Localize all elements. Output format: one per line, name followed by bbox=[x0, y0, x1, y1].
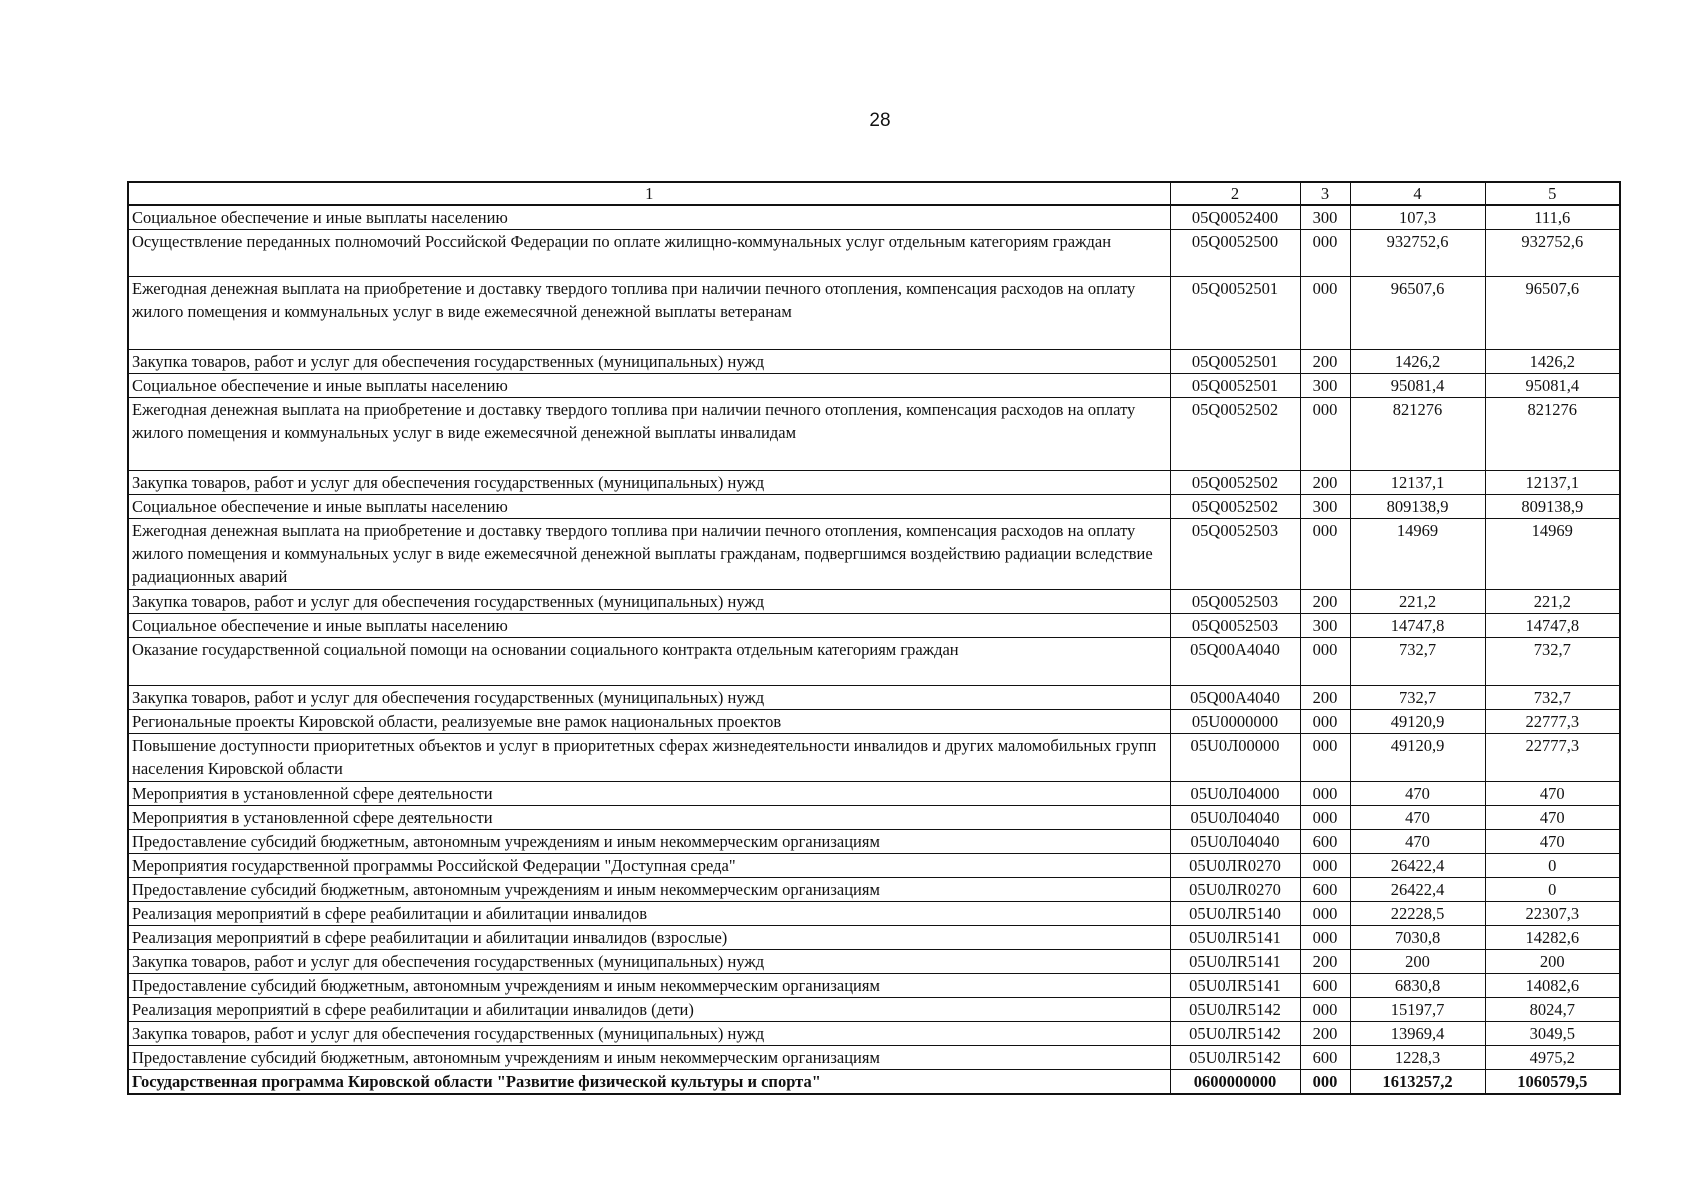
row-expense-type: 000 bbox=[1300, 277, 1350, 350]
row-value-col4: 732,7 bbox=[1350, 638, 1485, 686]
table-row bbox=[128, 205, 1620, 230]
row-value-col4: 14747,8 bbox=[1350, 614, 1485, 638]
row-name: Ежегодная денежная выплата на приобретение и доставку твердого топлива при наличии печного отопления, компенсация расходов на оплату жилого помещения и коммунальных услуг в виде ежемесячной денежной выплаты гражданам, подвергшимся воздействию радиации вследствие радиационных аварий bbox=[128, 519, 1170, 590]
table-row bbox=[128, 398, 1620, 471]
row-name: Реализация мероприятий в сфере реабилитации и абилитации инвалидов bbox=[128, 902, 1170, 926]
row-value-col5: 470 bbox=[1485, 830, 1620, 854]
row-expense-type: 000 bbox=[1300, 710, 1350, 734]
table-header bbox=[128, 182, 1620, 205]
row-value-col4: 12137,1 bbox=[1350, 471, 1485, 495]
row-code: 05U0ЛR5141 bbox=[1170, 950, 1300, 974]
row-value-col4: 221,2 bbox=[1350, 590, 1485, 614]
row-code: 05U0ЛR5142 bbox=[1170, 998, 1300, 1022]
row-value-col4: 49120,9 bbox=[1350, 710, 1485, 734]
table-row bbox=[128, 230, 1620, 277]
row-value-col5: 0 bbox=[1485, 854, 1620, 878]
table-row bbox=[128, 686, 1620, 710]
row-name: Повышение доступности приоритетных объектов и услуг в приоритетных сферах жизнедеятельности инвалидов и других маломобильных групп населения Кировской области bbox=[128, 734, 1170, 782]
row-value-col4: 49120,9 bbox=[1350, 734, 1485, 782]
row-expense-type: 000 bbox=[1300, 806, 1350, 830]
row-name: Реализация мероприятий в сфере реабилитации и абилитации инвалидов (взрослые) bbox=[128, 926, 1170, 950]
table-row bbox=[128, 638, 1620, 686]
row-value-col5: 8024,7 bbox=[1485, 998, 1620, 1022]
row-expense-type: 200 bbox=[1300, 350, 1350, 374]
row-value-col4: 26422,4 bbox=[1350, 854, 1485, 878]
row-value-col4: 26422,4 bbox=[1350, 878, 1485, 902]
row-value-col5: 732,7 bbox=[1485, 638, 1620, 686]
row-value-col4: 932752,6 bbox=[1350, 230, 1485, 277]
table-row bbox=[128, 806, 1620, 830]
row-value-col4: 1228,3 bbox=[1350, 1046, 1485, 1070]
row-value-col4: 470 bbox=[1350, 830, 1485, 854]
table-row bbox=[128, 902, 1620, 926]
row-value-col5: 4975,2 bbox=[1485, 1046, 1620, 1070]
row-name: Закупка товаров, работ и услуг для обеспечения государственных (муниципальных) нужд bbox=[128, 350, 1170, 374]
table-row bbox=[128, 974, 1620, 998]
row-expense-type: 000 bbox=[1300, 782, 1350, 806]
row-name: Социальное обеспечение и иные выплаты населению bbox=[128, 495, 1170, 519]
row-code: 05Q0052400 bbox=[1170, 205, 1300, 230]
row-value-col4: 15197,7 bbox=[1350, 998, 1485, 1022]
row-name: Предоставление субсидий бюджетным, автономным учреждениям и иным некоммерческим организациям bbox=[128, 878, 1170, 902]
row-code: 05U0000000 bbox=[1170, 710, 1300, 734]
table-row bbox=[128, 830, 1620, 854]
row-name: Социальное обеспечение и иные выплаты населению bbox=[128, 205, 1170, 230]
row-value-col5: 14082,6 bbox=[1485, 974, 1620, 998]
row-expense-type: 000 bbox=[1300, 519, 1350, 590]
row-code: 05U0Л04040 bbox=[1170, 830, 1300, 854]
row-code: 05Q00A4040 bbox=[1170, 638, 1300, 686]
row-name: Закупка товаров, работ и услуг для обеспечения государственных (муниципальных) нужд bbox=[128, 590, 1170, 614]
table-row bbox=[128, 950, 1620, 974]
row-code: 05Q0052503 bbox=[1170, 519, 1300, 590]
budget-table bbox=[127, 181, 1621, 1095]
table-row bbox=[128, 471, 1620, 495]
row-expense-type: 000 bbox=[1300, 998, 1350, 1022]
row-name: Закупка товаров, работ и услуг для обеспечения государственных (муниципальных) нужд bbox=[128, 1022, 1170, 1046]
row-value-col5: 1426,2 bbox=[1485, 350, 1620, 374]
row-value-col5: 14282,6 bbox=[1485, 926, 1620, 950]
row-expense-type: 200 bbox=[1300, 950, 1350, 974]
header-col-5: 5 bbox=[1485, 182, 1620, 205]
row-value-col5: 22307,3 bbox=[1485, 902, 1620, 926]
row-name: Государственная программа Кировской области "Развитие физической культуры и спорта" bbox=[128, 1070, 1170, 1095]
header-row bbox=[128, 182, 1620, 205]
row-value-col4: 7030,8 bbox=[1350, 926, 1485, 950]
row-value-col4: 821276 bbox=[1350, 398, 1485, 471]
row-expense-type: 000 bbox=[1300, 734, 1350, 782]
table-row bbox=[128, 519, 1620, 590]
row-value-col4: 470 bbox=[1350, 806, 1485, 830]
row-value-col5: 221,2 bbox=[1485, 590, 1620, 614]
row-code: 05Q00A4040 bbox=[1170, 686, 1300, 710]
row-name: Мероприятия в установленной сфере деятельности bbox=[128, 782, 1170, 806]
table-row bbox=[128, 998, 1620, 1022]
row-name: Осуществление переданных полномочий Российской Федерации по оплате жилищно-коммунальных услуг отдельным категориям граждан bbox=[128, 230, 1170, 277]
row-code: 05Q0052502 bbox=[1170, 471, 1300, 495]
row-value-col4: 96507,6 bbox=[1350, 277, 1485, 350]
table-row bbox=[128, 878, 1620, 902]
row-expense-type: 300 bbox=[1300, 614, 1350, 638]
row-expense-type: 000 bbox=[1300, 902, 1350, 926]
row-expense-type: 200 bbox=[1300, 590, 1350, 614]
row-code: 05Q0052500 bbox=[1170, 230, 1300, 277]
row-value-col4: 13969,4 bbox=[1350, 1022, 1485, 1046]
row-code: 05Q0052503 bbox=[1170, 590, 1300, 614]
row-value-col5: 22777,3 bbox=[1485, 710, 1620, 734]
row-value-col4: 22228,5 bbox=[1350, 902, 1485, 926]
row-code: 05Q0052503 bbox=[1170, 614, 1300, 638]
table-body bbox=[128, 205, 1620, 1094]
row-value-col5: 22777,3 bbox=[1485, 734, 1620, 782]
row-name: Предоставление субсидий бюджетным, автономным учреждениям и иным некоммерческим организациям bbox=[128, 830, 1170, 854]
row-value-col5: 732,7 bbox=[1485, 686, 1620, 710]
row-value-col5: 821276 bbox=[1485, 398, 1620, 471]
row-name: Региональные проекты Кировской области, реализуемые вне рамок национальных проектов bbox=[128, 710, 1170, 734]
table-row bbox=[128, 350, 1620, 374]
row-name: Предоставление субсидий бюджетным, автономным учреждениям и иным некоммерческим организациям bbox=[128, 1046, 1170, 1070]
row-value-col5: 470 bbox=[1485, 782, 1620, 806]
table-row bbox=[128, 734, 1620, 782]
row-value-col4: 732,7 bbox=[1350, 686, 1485, 710]
row-code: 05U0ЛR5142 bbox=[1170, 1046, 1300, 1070]
row-value-col4: 809138,9 bbox=[1350, 495, 1485, 519]
row-expense-type: 200 bbox=[1300, 471, 1350, 495]
page-number: 28 bbox=[869, 110, 891, 131]
table-row bbox=[128, 374, 1620, 398]
row-code: 05Q0052502 bbox=[1170, 495, 1300, 519]
row-value-col5: 1060579,5 bbox=[1485, 1070, 1620, 1095]
row-value-col4: 107,3 bbox=[1350, 205, 1485, 230]
row-value-col4: 200 bbox=[1350, 950, 1485, 974]
table-row bbox=[128, 710, 1620, 734]
row-expense-type: 300 bbox=[1300, 374, 1350, 398]
table-row bbox=[128, 782, 1620, 806]
row-expense-type: 000 bbox=[1300, 638, 1350, 686]
row-code: 05Q0052501 bbox=[1170, 277, 1300, 350]
table-row bbox=[128, 590, 1620, 614]
row-value-col4: 1613257,2 bbox=[1350, 1070, 1485, 1095]
row-expense-type: 000 bbox=[1300, 398, 1350, 471]
row-name: Ежегодная денежная выплата на приобретение и доставку твердого топлива при наличии печного отопления, компенсация расходов на оплату жилого помещения и коммунальных услуг в виде ежемесячной денежной выплаты ветеранам bbox=[128, 277, 1170, 350]
row-expense-type: 600 bbox=[1300, 830, 1350, 854]
table-row bbox=[128, 495, 1620, 519]
row-name: Закупка товаров, работ и услуг для обеспечения государственных (муниципальных) нужд bbox=[128, 471, 1170, 495]
row-expense-type: 600 bbox=[1300, 878, 1350, 902]
row-value-col4: 1426,2 bbox=[1350, 350, 1485, 374]
row-value-col5: 200 bbox=[1485, 950, 1620, 974]
row-expense-type: 000 bbox=[1300, 230, 1350, 277]
row-expense-type: 000 bbox=[1300, 854, 1350, 878]
row-value-col5: 95081,4 bbox=[1485, 374, 1620, 398]
header-col-4: 4 bbox=[1350, 182, 1485, 205]
row-expense-type: 200 bbox=[1300, 1022, 1350, 1046]
row-code: 05U0ЛR5141 bbox=[1170, 926, 1300, 950]
row-name: Ежегодная денежная выплата на приобретение и доставку твердого топлива при наличии печного отопления, компенсация расходов на оплату жилого помещения и коммунальных услуг в виде ежемесячной денежной выплаты инвалидам bbox=[128, 398, 1170, 471]
row-expense-type: 600 bbox=[1300, 974, 1350, 998]
row-name: Оказание государственной социальной помощи на основании социального контракта отдельным категориям граждан bbox=[128, 638, 1170, 686]
header-col-3: 3 bbox=[1300, 182, 1350, 205]
row-value-col5: 12137,1 bbox=[1485, 471, 1620, 495]
row-name: Мероприятия в установленной сфере деятельности bbox=[128, 806, 1170, 830]
row-code: 05U0ЛR5142 bbox=[1170, 1022, 1300, 1046]
table-row bbox=[128, 926, 1620, 950]
row-code: 05Q0052501 bbox=[1170, 374, 1300, 398]
row-expense-type: 300 bbox=[1300, 495, 1350, 519]
row-value-col5: 0 bbox=[1485, 878, 1620, 902]
row-name: Закупка товаров, работ и услуг для обеспечения государственных (муниципальных) нужд bbox=[128, 686, 1170, 710]
table-row bbox=[128, 277, 1620, 350]
table-row bbox=[128, 1022, 1620, 1046]
row-value-col4: 14969 bbox=[1350, 519, 1485, 590]
row-value-col5: 932752,6 bbox=[1485, 230, 1620, 277]
row-value-col5: 96507,6 bbox=[1485, 277, 1620, 350]
row-expense-type: 000 bbox=[1300, 926, 1350, 950]
row-value-col5: 809138,9 bbox=[1485, 495, 1620, 519]
table-row bbox=[128, 1070, 1620, 1095]
row-value-col5: 14969 bbox=[1485, 519, 1620, 590]
row-code: 05U0ЛR0270 bbox=[1170, 854, 1300, 878]
table-row bbox=[128, 614, 1620, 638]
table-row bbox=[128, 854, 1620, 878]
row-expense-type: 300 bbox=[1300, 205, 1350, 230]
row-name: Закупка товаров, работ и услуг для обеспечения государственных (муниципальных) нужд bbox=[128, 950, 1170, 974]
row-name: Социальное обеспечение и иные выплаты населению bbox=[128, 374, 1170, 398]
row-name: Мероприятия государственной программы Российской Федерации "Доступная среда" bbox=[128, 854, 1170, 878]
row-name: Реализация мероприятий в сфере реабилитации и абилитации инвалидов (дети) bbox=[128, 998, 1170, 1022]
row-value-col5: 3049,5 bbox=[1485, 1022, 1620, 1046]
row-expense-type: 000 bbox=[1300, 1070, 1350, 1095]
row-code: 0600000000 bbox=[1170, 1070, 1300, 1095]
row-value-col4: 470 bbox=[1350, 782, 1485, 806]
row-value-col4: 95081,4 bbox=[1350, 374, 1485, 398]
row-expense-type: 200 bbox=[1300, 686, 1350, 710]
row-value-col4: 6830,8 bbox=[1350, 974, 1485, 998]
row-code: 05U0Л04040 bbox=[1170, 806, 1300, 830]
row-name: Предоставление субсидий бюджетным, автономным учреждениям и иным некоммерческим организациям bbox=[128, 974, 1170, 998]
row-code: 05Q0052501 bbox=[1170, 350, 1300, 374]
row-code: 05U0ЛR5140 bbox=[1170, 902, 1300, 926]
row-expense-type: 600 bbox=[1300, 1046, 1350, 1070]
row-name: Социальное обеспечение и иные выплаты населению bbox=[128, 614, 1170, 638]
row-value-col5: 470 bbox=[1485, 806, 1620, 830]
row-code: 05U0ЛR5141 bbox=[1170, 974, 1300, 998]
table-row bbox=[128, 1046, 1620, 1070]
row-code: 05U0ЛR0270 bbox=[1170, 878, 1300, 902]
row-code: 05Q0052502 bbox=[1170, 398, 1300, 471]
row-code: 05U0Л00000 bbox=[1170, 734, 1300, 782]
row-value-col5: 111,6 bbox=[1485, 205, 1620, 230]
row-code: 05U0Л04000 bbox=[1170, 782, 1300, 806]
header-col-1: 1 bbox=[128, 182, 1170, 205]
header-col-2: 2 bbox=[1170, 182, 1300, 205]
row-value-col5: 14747,8 bbox=[1485, 614, 1620, 638]
